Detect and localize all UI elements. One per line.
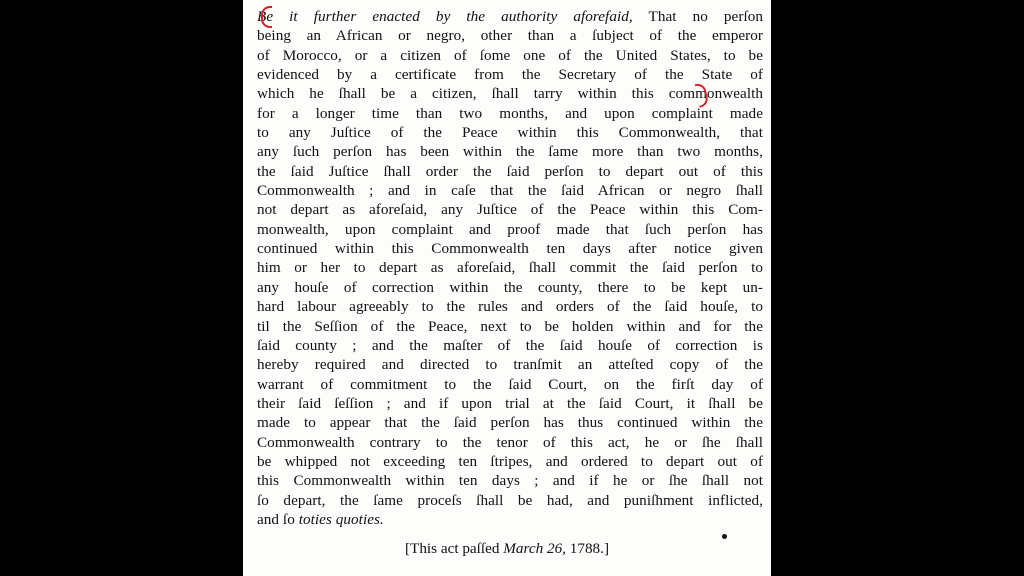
text-line: any houſe of correction within the county, there to be kept un- [257,278,763,296]
text-line: monwealth, upon complaint and proof made that ſuch perſon has [257,220,763,238]
act-paragraph [257,7,763,529]
text-line: him or her to depart as aforeſaid, ſhall commit the ſaid perſon to [257,259,763,277]
text-line: which he ſhall be a citizen, ſhall tarry within this commonwealth [257,85,763,103]
text-line: Commonwealth contrary to the tenor of this act, he or ſhe ſhall [257,433,763,451]
text-line: to any Juſtice of the Peace within this Commonwealth, that [257,124,763,142]
text-line: warrant of commitment to the ſaid Court, on the firſt day of [257,375,763,393]
italic-phrase: Be it further enacted by the authority aforefaid, [257,8,633,25]
text-line: made to appear that the ſaid perſon has thus continued within the [257,414,763,432]
red-bracket-open [261,6,272,28]
text-line: evidenced by a certificate from the Secretary of the State of [257,66,763,84]
text-line: for a longer time than two months, and upon complaint made [257,104,763,122]
text-line: hereby required and directed to tranſmit an atteſted copy of the [257,356,763,374]
text-line: Be it further enacted by the authority aforefaid, That no perſon [257,8,763,25]
text-line: til the Seſſion of the Peace, next to be holden within and for the [257,317,763,335]
document-page [243,0,771,576]
act-passed-footer: [This act paſſed March 26, 1788.] [404,540,609,557]
text-line: any ſuch perſon has been within the ſame more than two months, [257,143,763,161]
text-line: and ſo toties quoties. [257,510,384,528]
text-line: the ſaid Juſtice ſhall order the ſaid perſon to depart out of this [257,162,763,180]
text-line: not depart as aforeſaid, any Juſtice of the Peace within this Com- [257,201,763,219]
text-line: Commonwealth ; and in caſe that the ſaid African or negro ſhall [257,182,763,200]
text-line: ſo depart, the ſame proceſs ſhall be had, and puniſhment inflicted, [257,491,763,509]
text-line: this Commonwealth within ten days ; and if he or ſhe ſhall not [257,472,763,490]
text-line: hard labour agreeably to the rules and orders of the ſaid houſe, to [257,298,763,316]
text-line: be whipped not exceeding ten ſtripes, and ordered to depart out of [257,452,763,470]
text-line: of Morocco, or a citizen of ſome one of the United States, to be [257,46,763,64]
text-line: ſaid county ; and the maſter of the ſaid houſe of correction is [257,336,763,354]
text-line: continued within this Commonwealth ten days after notice given [257,240,763,258]
text-line: their ſaid ſeſſion ; and if upon trial at the ſaid Court, it ſhall be [257,394,763,412]
text-line: being an African or negro, other than a ſubject of the emperor [257,27,763,45]
italic-phrase: toties quoties. [298,510,384,528]
footer-date: March 26, [503,540,566,557]
